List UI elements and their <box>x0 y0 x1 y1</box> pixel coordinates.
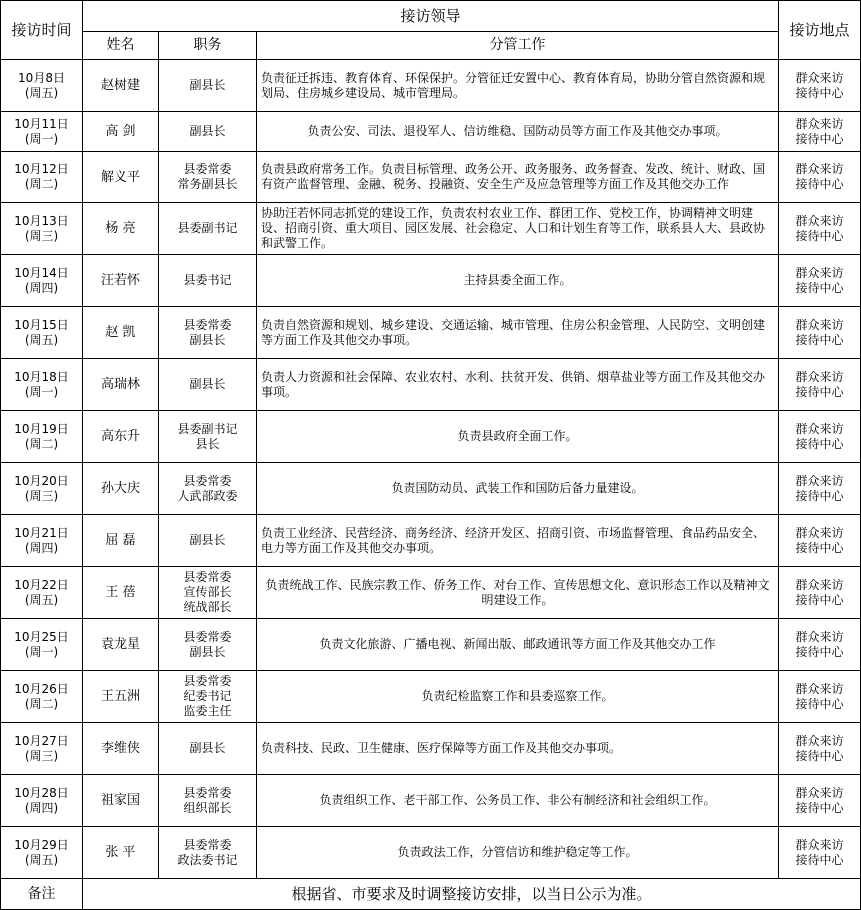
duties-cell: 负责组织工作、老干部工作、公务员工作、非公有制经济和社会组织工作。 <box>257 775 779 827</box>
table-row <box>1 515 861 567</box>
position-title: 监委主任 <box>183 704 232 718</box>
subheader-row <box>1 32 861 60</box>
leader-name: 屈 磊 <box>83 515 159 567</box>
duties-cell: 负责县政府全面工作。 <box>257 411 779 463</box>
header-duties: 分管工作 <box>257 32 779 60</box>
table-row <box>1 827 861 879</box>
location-text: 接待中心 <box>795 800 844 815</box>
header-location: 接访地点 <box>779 1 861 60</box>
duties-cell: 负责工业经济、民营经济、商务经济、经济开发区、招商引资、市场监督管理、食品药品安全、电力等方面工作及其他交办事项。 <box>257 515 779 567</box>
table-row <box>1 411 861 463</box>
position-cell <box>159 827 257 879</box>
location-text: 接待中心 <box>795 436 844 451</box>
position-title: 县委常委 <box>183 473 232 488</box>
date-cell <box>1 112 83 152</box>
position-title: 政法委书记 <box>177 852 238 867</box>
table-row <box>1 203 861 255</box>
weekday-text: (周四) <box>24 280 59 295</box>
leader-name: 赵 凯 <box>83 307 159 359</box>
leader-name: 李维侠 <box>83 723 159 775</box>
location-text: 群众来访 <box>795 213 844 228</box>
location-cell <box>779 775 861 827</box>
weekday-text: (周四) <box>24 800 59 815</box>
position-cell <box>159 152 257 203</box>
position-cell <box>159 112 257 152</box>
header-time: 接访时间 <box>1 1 83 60</box>
duties-cell: 负责公安、司法、退役军人、信访维稳、国防动员等方面工作及其他交办事项。 <box>257 112 779 152</box>
duties-cell: 主持县委全面工作。 <box>257 255 779 307</box>
date-text: 10月26日 <box>14 681 69 696</box>
location-cell <box>779 723 861 775</box>
location-text: 群众来访 <box>795 473 844 488</box>
location-text: 群众来访 <box>795 70 844 85</box>
duties-cell: 负责文化旅游、广播电视、新闻出版、邮政通讯等方面工作及其他交办工作 <box>257 619 779 671</box>
location-text: 群众来访 <box>795 629 844 644</box>
location-text: 接待中心 <box>795 696 844 711</box>
date-cell <box>1 255 83 307</box>
location-text: 群众来访 <box>795 265 844 280</box>
position-title: 统战部长 <box>183 600 232 614</box>
position-title: 县委常委 <box>183 837 232 852</box>
location-cell <box>779 515 861 567</box>
location-text: 群众来访 <box>795 525 844 540</box>
leader-name: 张 平 <box>83 827 159 879</box>
location-text: 群众来访 <box>795 317 844 332</box>
position-title: 县委常委 <box>183 162 232 176</box>
date-cell <box>1 359 83 411</box>
weekday-text: (周二) <box>24 436 59 451</box>
location-text: 接待中心 <box>795 332 844 347</box>
date-text: 10月20日 <box>14 473 69 488</box>
leader-name: 赵树建 <box>83 60 159 112</box>
weekday-text: (周五) <box>24 85 59 100</box>
date-text: 10月15日 <box>14 317 69 332</box>
date-cell <box>1 152 83 203</box>
position-title: 县委副书记 <box>177 421 238 436</box>
table-row <box>1 463 861 515</box>
position-title: 县委副书记 <box>177 221 238 235</box>
leader-name: 高 剑 <box>83 112 159 152</box>
location-cell <box>779 112 861 152</box>
weekday-text: (周三) <box>24 748 59 763</box>
date-text: 10月19日 <box>14 421 69 436</box>
duties-cell: 负责县政府常务工作。负责目标管理、政务公开、政务服务、政务督查、发改、统计、财政、国有资产监督管理、金融、税务、投融资、安全生产及应急管理等方面工作及其他交办工作 <box>257 152 779 203</box>
position-cell <box>159 463 257 515</box>
location-cell <box>779 307 861 359</box>
table-row <box>1 723 861 775</box>
position-title: 副县长 <box>189 332 226 347</box>
duties-cell: 负责征迁拆违、教育体育、环保保护。分管征迁安置中心、教育体育局，协助分管自然资源和规划局、住房城乡建设局、城市管理局。 <box>257 60 779 112</box>
position-title: 副县长 <box>189 741 226 755</box>
location-text: 接待中心 <box>795 852 844 867</box>
weekday-text: (周一) <box>24 131 59 146</box>
date-cell <box>1 775 83 827</box>
date-text: 10月18日 <box>14 369 69 384</box>
position-cell <box>159 359 257 411</box>
position-title: 人武部政委 <box>177 488 238 503</box>
weekday-text: (周三) <box>24 228 59 243</box>
position-title: 副县长 <box>189 377 226 391</box>
location-text: 接待中心 <box>795 644 844 659</box>
remark-text: 根据省、市要求及时调整接访安排，以当日公示为准。 <box>83 879 861 910</box>
location-text: 接待中心 <box>795 592 844 607</box>
date-text: 10月21日 <box>14 525 69 540</box>
date-cell <box>1 619 83 671</box>
position-cell <box>159 619 257 671</box>
table-row <box>1 60 861 112</box>
leader-name: 解义平 <box>83 152 159 203</box>
date-cell <box>1 411 83 463</box>
leader-name: 汪若怀 <box>83 255 159 307</box>
position-cell <box>159 723 257 775</box>
position-title: 副县长 <box>189 533 226 547</box>
position-title: 副县长 <box>189 124 226 138</box>
weekday-text: (周三) <box>24 488 59 503</box>
location-text: 群众来访 <box>795 369 844 384</box>
leader-name: 杨 亮 <box>83 203 159 255</box>
position-title: 县委常委 <box>183 629 232 644</box>
header-position: 职务 <box>159 32 257 60</box>
location-cell <box>779 411 861 463</box>
date-text: 10月25日 <box>14 629 69 644</box>
duties-cell: 负责科技、民政、卫生健康、医疗保障等方面工作及其他交办事项。 <box>257 723 779 775</box>
date-text: 10月22日 <box>14 577 69 592</box>
duties-cell: 负责自然资源和规划、城乡建设、交通运输、城市管理、住房公积金管理、人民防空、文明创建等方面工作及其他交办事项。 <box>257 307 779 359</box>
position-title: 县委常委 <box>183 785 232 800</box>
location-cell <box>779 619 861 671</box>
leader-name: 王 蓓 <box>83 567 159 619</box>
date-text: 10月13日 <box>14 213 69 228</box>
duties-cell: 负责纪检监察工作和县委巡察工作。 <box>257 671 779 723</box>
date-cell <box>1 463 83 515</box>
date-cell <box>1 307 83 359</box>
leader-name: 孙大庆 <box>83 463 159 515</box>
date-text: 10月12日 <box>14 162 69 176</box>
date-cell <box>1 723 83 775</box>
position-title: 副县长 <box>189 78 226 92</box>
date-cell <box>1 671 83 723</box>
date-text: 10月8日 <box>18 70 65 85</box>
location-text: 接待中心 <box>795 280 844 295</box>
duties-cell: 协助汪若怀同志抓党的建设工作，负责农村农业工作、群团工作、党校工作，协调精神文明建设、招商引资、重大项目、园区发展、社会稳定、人口和计划生育等工作，联系县人大、县政协和武警工作。 <box>257 203 779 255</box>
duties-cell: 负责政法工作，分管信访和维护稳定等工作。 <box>257 827 779 879</box>
position-cell <box>159 411 257 463</box>
table-row <box>1 671 861 723</box>
location-text: 群众来访 <box>795 733 844 748</box>
location-text: 接待中心 <box>795 384 844 399</box>
location-text: 群众来访 <box>795 421 844 436</box>
date-text: 10月11日 <box>14 116 69 131</box>
date-cell <box>1 515 83 567</box>
location-text: 群众来访 <box>795 162 844 176</box>
position-cell <box>159 60 257 112</box>
date-cell <box>1 203 83 255</box>
date-text: 10月29日 <box>14 837 69 852</box>
position-cell <box>159 775 257 827</box>
leader-name: 袁龙星 <box>83 619 159 671</box>
table-row <box>1 307 861 359</box>
header-leader-group: 接访领导 <box>83 1 779 32</box>
location-text: 群众来访 <box>795 785 844 800</box>
position-title: 县委常委 <box>183 674 232 688</box>
location-cell <box>779 60 861 112</box>
location-text: 群众来访 <box>795 681 844 696</box>
weekday-text: (周五) <box>24 332 59 347</box>
location-text: 接待中心 <box>795 131 844 146</box>
date-text: 10月27日 <box>14 733 69 748</box>
location-text: 接待中心 <box>795 748 844 763</box>
position-cell <box>159 203 257 255</box>
leader-name: 高东升 <box>83 411 159 463</box>
position-cell <box>159 515 257 567</box>
table-row <box>1 152 861 203</box>
location-cell <box>779 203 861 255</box>
date-cell <box>1 60 83 112</box>
weekday-text: (周二) <box>24 696 59 711</box>
weekday-text: (周四) <box>24 540 59 555</box>
location-text: 群众来访 <box>795 577 844 592</box>
position-cell <box>159 671 257 723</box>
position-title: 县委常委 <box>183 317 232 332</box>
weekday-text: (周五) <box>24 592 59 607</box>
weekday-text: (周五) <box>24 852 59 867</box>
location-text: 接待中心 <box>795 85 844 100</box>
remark-label: 备注 <box>1 879 83 910</box>
position-title: 纪委书记 <box>183 689 232 703</box>
weekday-text: (周一) <box>24 384 59 399</box>
position-title: 县委常委 <box>183 570 232 584</box>
duties-cell: 负责国防动员、武装工作和国防后备力量建设。 <box>257 463 779 515</box>
location-cell <box>779 827 861 879</box>
position-cell <box>159 567 257 619</box>
date-text: 10月28日 <box>14 785 69 800</box>
location-cell <box>779 359 861 411</box>
location-cell <box>779 671 861 723</box>
leader-name: 祖家国 <box>83 775 159 827</box>
duties-cell: 负责人力资源和社会保障、农业农村、水利、扶贫开发、供销、烟草盐业等方面工作及其他交办事项。 <box>257 359 779 411</box>
duties-cell: 负责统战工作、民族宗教工作、侨务工作、对台工作、宣传思想文化、意识形态工作以及精神文明建设工作。 <box>257 567 779 619</box>
remark-row <box>1 879 861 910</box>
position-cell <box>159 255 257 307</box>
table-row <box>1 112 861 152</box>
weekday-text: (周一) <box>24 644 59 659</box>
location-text: 接待中心 <box>795 228 844 243</box>
location-text: 接待中心 <box>795 540 844 555</box>
table-row <box>1 255 861 307</box>
location-cell <box>779 152 861 203</box>
position-title: 县长 <box>195 436 220 451</box>
position-cell <box>159 307 257 359</box>
weekday-text: (周二) <box>24 177 59 191</box>
table-row <box>1 359 861 411</box>
header-row <box>1 1 861 32</box>
position-title: 宣传部长 <box>183 585 232 599</box>
position-title: 常务副县长 <box>177 177 238 191</box>
position-title: 县委书记 <box>183 273 232 287</box>
position-title: 副县长 <box>189 644 226 659</box>
date-cell <box>1 827 83 879</box>
location-cell <box>779 567 861 619</box>
date-cell <box>1 567 83 619</box>
position-title: 组织部长 <box>183 800 232 815</box>
location-text: 接待中心 <box>795 177 844 191</box>
table-row <box>1 567 861 619</box>
table-row <box>1 619 861 671</box>
header-name: 姓名 <box>83 32 159 60</box>
location-text: 群众来访 <box>795 837 844 852</box>
leader-name: 王五洲 <box>83 671 159 723</box>
table-row <box>1 775 861 827</box>
location-text: 群众来访 <box>795 116 844 131</box>
location-text: 接待中心 <box>795 488 844 503</box>
location-cell <box>779 463 861 515</box>
date-text: 10月14日 <box>14 265 69 280</box>
leader-name: 高瑞林 <box>83 359 159 411</box>
location-cell <box>779 255 861 307</box>
